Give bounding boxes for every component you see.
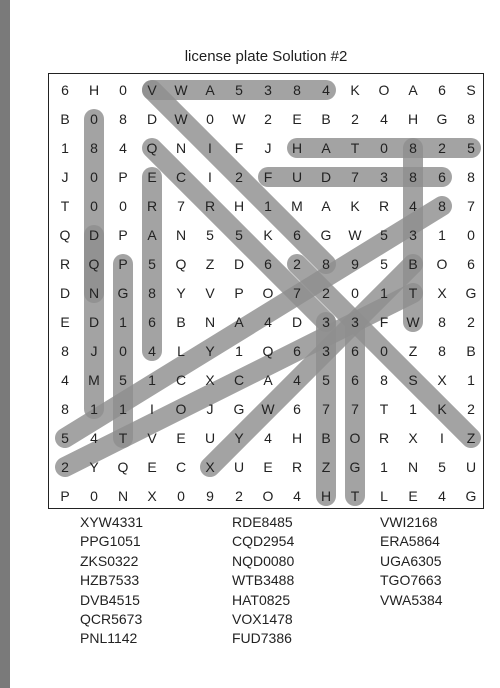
grid-cell-letter: C (175, 372, 187, 388)
grid-cell-letter: 0 (119, 343, 127, 359)
grid-cell-letter: 0 (119, 198, 127, 214)
grid-cell-letter: 1 (148, 372, 156, 388)
grid-cell-letter: 3 (380, 169, 388, 185)
grid-cell-letter: Q (88, 256, 100, 272)
grid-cell-letter: A (321, 198, 331, 214)
grid-cell-letter: 0 (380, 343, 388, 359)
grid-cell-letter: U (204, 430, 216, 446)
grid-cell-letter: 5 (467, 140, 475, 156)
grid-cell-letter: E (408, 488, 418, 504)
grid-cell-letter: 0 (351, 285, 359, 301)
grid-cell-letter: A (147, 227, 157, 243)
grid-cell-letter: M (291, 198, 303, 214)
grid-cell-letter: 2 (322, 285, 330, 301)
grid-cell-letter: Z (321, 459, 331, 475)
grid-cell-letter: O (175, 401, 187, 417)
grid-cell-letter: W (348, 227, 362, 243)
grid-cell-letter: 0 (467, 227, 475, 243)
grid-cell-letter: 6 (351, 343, 359, 359)
grid-cell-letter: 5 (235, 227, 243, 243)
grid-cell-letter: 1 (438, 227, 446, 243)
grid-letters (60, 82, 477, 504)
grid-cell-letter: 7 (467, 198, 475, 214)
grid-cell-letter: T (350, 140, 360, 156)
grid-cell-letter: 8 (380, 372, 388, 388)
grid-cell-letter: B (60, 111, 70, 127)
grid-cell-letter: 6 (351, 372, 359, 388)
grid-cell-letter: 7 (322, 401, 330, 417)
grid-cell-letter: H (320, 488, 332, 504)
grid-cell-letter: I (440, 430, 444, 446)
grid-cell-letter: F (379, 314, 389, 330)
grid-cell-letter: B (408, 256, 418, 272)
grid-cell-letter: O (349, 430, 361, 446)
grid-cell-letter: 0 (90, 169, 98, 185)
grid-cell-letter: 2 (351, 111, 359, 127)
grid-cell-letter: E (147, 169, 157, 185)
grid-cell-letter: T (118, 430, 128, 446)
grid-cell-letter: 4 (61, 372, 69, 388)
grid-cell-letter: A (205, 82, 215, 98)
grid-cell-letter: 9 (206, 488, 214, 504)
word-list-item: TGO7663 (380, 572, 442, 589)
grid-cell-letter: A (321, 140, 331, 156)
word-list-item: VWA5384 (380, 591, 443, 608)
grid-cell-letter: 1 (61, 140, 69, 156)
grid-cell-letter: 3 (264, 82, 272, 98)
word-list-item: ZKS0322 (80, 552, 139, 569)
grid-cell-letter: T (60, 198, 70, 214)
grid-cell-letter: F (234, 140, 244, 156)
grid-cell-letter: D (88, 227, 100, 243)
grid-cell-letter: W (174, 111, 188, 127)
word-list-item: PNL1142 (80, 630, 138, 647)
grid-cell-letter: 4 (380, 111, 388, 127)
grid-cell-letter: W (232, 111, 246, 127)
grid-cell-letter: G (465, 285, 477, 301)
grid-cell-letter: Q (117, 459, 129, 475)
left-edge-bar (0, 0, 10, 688)
word-list-item: VWI2168 (380, 514, 438, 530)
grid-cell-letter: 2 (61, 459, 69, 475)
grid-cell-letter: F (263, 169, 273, 185)
grid-cell-letter: J (61, 169, 69, 185)
grid-cell-letter: N (117, 488, 129, 504)
grid-cell-letter: K (437, 401, 447, 417)
grid-cell-letter: U (291, 169, 303, 185)
grid-cell-letter: H (291, 430, 303, 446)
grid-cell-letter: Q (262, 343, 274, 359)
word-list-item: CQD2954 (232, 533, 295, 550)
grid-cell-letter: 8 (90, 140, 98, 156)
grid-cell-letter: D (291, 314, 303, 330)
grid-cell-letter: I (208, 140, 212, 156)
grid-cell-letter: O (262, 488, 274, 504)
grid-cell-letter: P (118, 169, 128, 185)
grid-cell-letter: T (379, 401, 389, 417)
grid-cell-letter: 5 (380, 227, 388, 243)
grid-cell-letter: R (204, 198, 216, 214)
grid-cell-letter: W (261, 401, 275, 417)
grid-cell-letter: 8 (61, 343, 69, 359)
word-list-item: DVB4515 (80, 591, 140, 608)
grid-cell-letter: O (262, 285, 274, 301)
grid-cell-letter: E (292, 111, 302, 127)
grid-cell-letter: H (233, 198, 245, 214)
grid-cell-letter: B (466, 343, 476, 359)
grid-cell-letter: 7 (351, 169, 359, 185)
grid-cell-letter: Q (59, 227, 71, 243)
grid-cell-letter: 4 (264, 430, 272, 446)
grid-cell-letter: R (378, 430, 390, 446)
grid-cell-letter: P (118, 227, 128, 243)
grid-cell-letter: 4 (322, 82, 330, 98)
grid-cell-letter: 8 (119, 111, 127, 127)
grid-cell-letter: Q (146, 140, 158, 156)
puzzle-board (48, 73, 484, 509)
word-list-item: FUD7386 (232, 630, 292, 647)
grid-cell-letter: E (60, 314, 70, 330)
grid-cell-letter: 8 (438, 314, 446, 330)
grid-cell-letter: L (380, 488, 388, 504)
grid-cell-letter: 2 (264, 111, 272, 127)
grid-cell-letter: T (408, 285, 418, 301)
grid-cell-letter: S (408, 372, 418, 388)
grid-cell-letter: J (264, 140, 272, 156)
grid-cell-letter: 2 (293, 256, 301, 272)
grid-cell-letter: 4 (293, 488, 301, 504)
grid-cell-letter: Y (234, 430, 244, 446)
word-list-item: HZB7533 (80, 572, 140, 589)
grid-cell-letter: 0 (90, 488, 98, 504)
grid-cell-letter: 3 (322, 343, 330, 359)
grid-cell-letter: 1 (119, 401, 127, 417)
grid-cell-letter: H (88, 82, 100, 98)
grid-cell-letter: Z (466, 430, 476, 446)
grid-cell-letter: 8 (322, 256, 330, 272)
grid-cell-letter: C (175, 169, 187, 185)
grid-cell-letter: 0 (90, 198, 98, 214)
grid-cell-letter: G (349, 459, 361, 475)
grid-cell-letter: 8 (467, 111, 475, 127)
grid-cell-letter: 6 (293, 227, 301, 243)
grid-cell-letter: Y (205, 343, 215, 359)
grid-cell-letter: 2 (438, 140, 446, 156)
grid-cell-letter: 2 (235, 169, 243, 185)
grid-cell-letter: 2 (467, 401, 475, 417)
grid-cell-letter: E (176, 430, 186, 446)
grid-cell-letter: X (205, 372, 215, 388)
grid-cell-letter: O (378, 82, 390, 98)
word-list-item: RDE8485 (232, 514, 293, 530)
grid-cell-letter: 0 (177, 488, 185, 504)
grid-cell-letter: Z (408, 343, 418, 359)
grid-cell-letter: 0 (380, 140, 388, 156)
grid-cell-letter: 6 (148, 314, 156, 330)
grid-cell-letter: H (407, 111, 419, 127)
grid-cell-letter: 5 (438, 459, 446, 475)
grid-cell-letter: D (320, 169, 332, 185)
grid-cell-letter: P (60, 488, 70, 504)
grid-cell-letter: W (174, 82, 188, 98)
grid-cell-letter: X (437, 285, 447, 301)
grid-cell-letter: M (88, 372, 100, 388)
grid-cell-letter: 7 (351, 401, 359, 417)
grid-cell-letter: D (88, 314, 100, 330)
grid-cell-letter: N (407, 459, 419, 475)
grid-cell-letter: R (378, 198, 390, 214)
grid-cell-letter: 5 (380, 256, 388, 272)
grid-cell-letter: 1 (467, 372, 475, 388)
grid-cell-letter: D (59, 285, 71, 301)
grid-cell-letter: 6 (438, 169, 446, 185)
word-list-item: WTB3488 (232, 572, 295, 589)
grid-cell-letter: 2 (467, 314, 475, 330)
grid-cell-letter: 1 (90, 401, 98, 417)
grid-cell-letter: C (175, 459, 187, 475)
grid-cell-letter: N (175, 140, 187, 156)
grid-cell-letter: X (205, 459, 215, 475)
grid-cell-letter: 5 (61, 430, 69, 446)
word-list-item: PPG1051 (80, 533, 141, 550)
grid-cell-letter: I (150, 401, 154, 417)
grid-cell-letter: 6 (467, 256, 475, 272)
grid-cell-letter: E (147, 459, 157, 475)
grid-cell-letter: 0 (90, 111, 98, 127)
word-list-item: ERA5864 (380, 533, 440, 550)
grid-cell-letter: 7 (177, 198, 185, 214)
grid-cell-letter: P (118, 256, 128, 272)
grid-cell-letter: X (437, 372, 447, 388)
grid-cell-letter: 4 (264, 314, 272, 330)
grid-cell-letter: R (59, 256, 71, 272)
grid-cell-letter: Y (89, 459, 99, 475)
grid-cell-letter: B (321, 430, 331, 446)
grid-cell-letter: 8 (148, 285, 156, 301)
word-list-column-3 (380, 513, 443, 610)
grid-cell-letter: K (263, 227, 273, 243)
grid-cell-letter: 5 (235, 82, 243, 98)
grid-cell-letter: 5 (322, 372, 330, 388)
grid-cell-letter: 8 (409, 140, 417, 156)
grid-cell-letter: 1 (264, 198, 272, 214)
grid-cell-letter: X (147, 488, 157, 504)
grid-cell-letter: G (233, 401, 245, 417)
grid-cell-letter: 1 (380, 459, 388, 475)
grid-cell-letter: H (291, 140, 303, 156)
grid-cell-letter: R (291, 459, 303, 475)
grid-cell-letter: 4 (409, 198, 417, 214)
grid-cell-letter: 8 (293, 82, 301, 98)
grid-cell-letter: 7 (293, 285, 301, 301)
grid-cell-letter: 6 (438, 82, 446, 98)
puzzle-title: license plate Solution #2 (184, 48, 348, 65)
grid-cell-letter: G (436, 111, 448, 127)
grid-cell-letter: Z (205, 256, 215, 272)
grid-cell-letter: G (117, 285, 129, 301)
grid-cell-letter: D (146, 111, 158, 127)
grid-cell-letter: 6 (264, 256, 272, 272)
grid-cell-letter: L (177, 343, 185, 359)
word-list-item: UGA6305 (380, 552, 442, 569)
grid-cell-letter: I (208, 169, 212, 185)
grid-cell-letter: 3 (351, 314, 359, 330)
grid-cell-letter: 8 (61, 401, 69, 417)
grid-cell-letter: N (204, 314, 216, 330)
grid-cell-letter: Q (175, 256, 187, 272)
word-list-item: XYW4331 (80, 514, 144, 530)
grid-cell-letter: 1 (380, 285, 388, 301)
word-list-item: VOX1478 (232, 611, 293, 628)
grid-cell-letter: B (176, 314, 186, 330)
grid-cell-letter: 1 (235, 343, 243, 359)
grid-cell-letter: U (233, 459, 245, 475)
grid-cell-letter: 8 (467, 169, 475, 185)
grid-cell-letter: 3 (409, 227, 417, 243)
word-list-column-1 (80, 513, 143, 649)
grid-cell-letter: S (466, 82, 476, 98)
grid-cell-letter: X (408, 430, 418, 446)
grid-cell-letter: B (321, 111, 331, 127)
grid-cell-letter: 5 (206, 227, 214, 243)
grid-cell-letter: 3 (322, 314, 330, 330)
grid-cell-letter: V (147, 430, 157, 446)
grid-cell-letter: 5 (148, 256, 156, 272)
grid-cell-letter: 8 (438, 198, 446, 214)
grid-cell-letter: 4 (90, 430, 98, 446)
grid-cell-letter: K (350, 82, 360, 98)
grid-cell-letter: 8 (438, 343, 446, 359)
grid-cell-letter: W (406, 314, 420, 330)
word-list-item: HAT0825 (232, 591, 291, 608)
grid-cell-letter: A (234, 314, 244, 330)
grid-cell-letter: J (206, 401, 214, 417)
grid-cell-letter: 1 (119, 314, 127, 330)
grid-cell-letter: 6 (293, 401, 301, 417)
grid-cell-letter: G (320, 227, 332, 243)
grid-cell-letter: N (175, 227, 187, 243)
grid-cell-letter: A (408, 82, 418, 98)
grid-cell-letter: 6 (293, 343, 301, 359)
grid-cell-letter: G (465, 488, 477, 504)
puzzle-grid (49, 74, 485, 510)
grid-cell-letter: A (263, 372, 273, 388)
grid-cell-letter: 5 (119, 372, 127, 388)
grid-cell-letter: 0 (119, 82, 127, 98)
grid-cell-letter: J (90, 343, 98, 359)
grid-cell-letter: 0 (206, 111, 214, 127)
word-list-item: NQD0080 (232, 552, 295, 569)
grid-cell-letter: R (146, 198, 158, 214)
word-list-column-2 (232, 513, 294, 649)
grid-cell-letter: T (350, 488, 360, 504)
grid-cell-letter: V (205, 285, 215, 301)
grid-cell-letter: 4 (293, 372, 301, 388)
grid-cell-letter: O (436, 256, 448, 272)
grid-cell-letter: V (147, 82, 157, 98)
grid-cell-letter: 4 (119, 140, 127, 156)
grid-cell-letter: E (263, 459, 273, 475)
word-list-item: QCR5673 (80, 611, 143, 628)
grid-cell-letter: 9 (351, 256, 359, 272)
grid-cell-letter: 8 (409, 169, 417, 185)
grid-cell-letter: 2 (235, 488, 243, 504)
grid-cell-letter: 6 (61, 82, 69, 98)
grid-cell-letter: 4 (438, 488, 446, 504)
grid-cell-letter: N (88, 285, 100, 301)
grid-cell-letter: 4 (148, 343, 156, 359)
grid-cell-letter: 1 (409, 401, 417, 417)
grid-cell-letter: D (233, 256, 245, 272)
grid-cell-letter: U (465, 459, 477, 475)
grid-cell-letter: C (233, 372, 245, 388)
grid-cell-letter: P (234, 285, 244, 301)
grid-cell-letter: Y (176, 285, 186, 301)
grid-cell-letter: K (350, 198, 360, 214)
